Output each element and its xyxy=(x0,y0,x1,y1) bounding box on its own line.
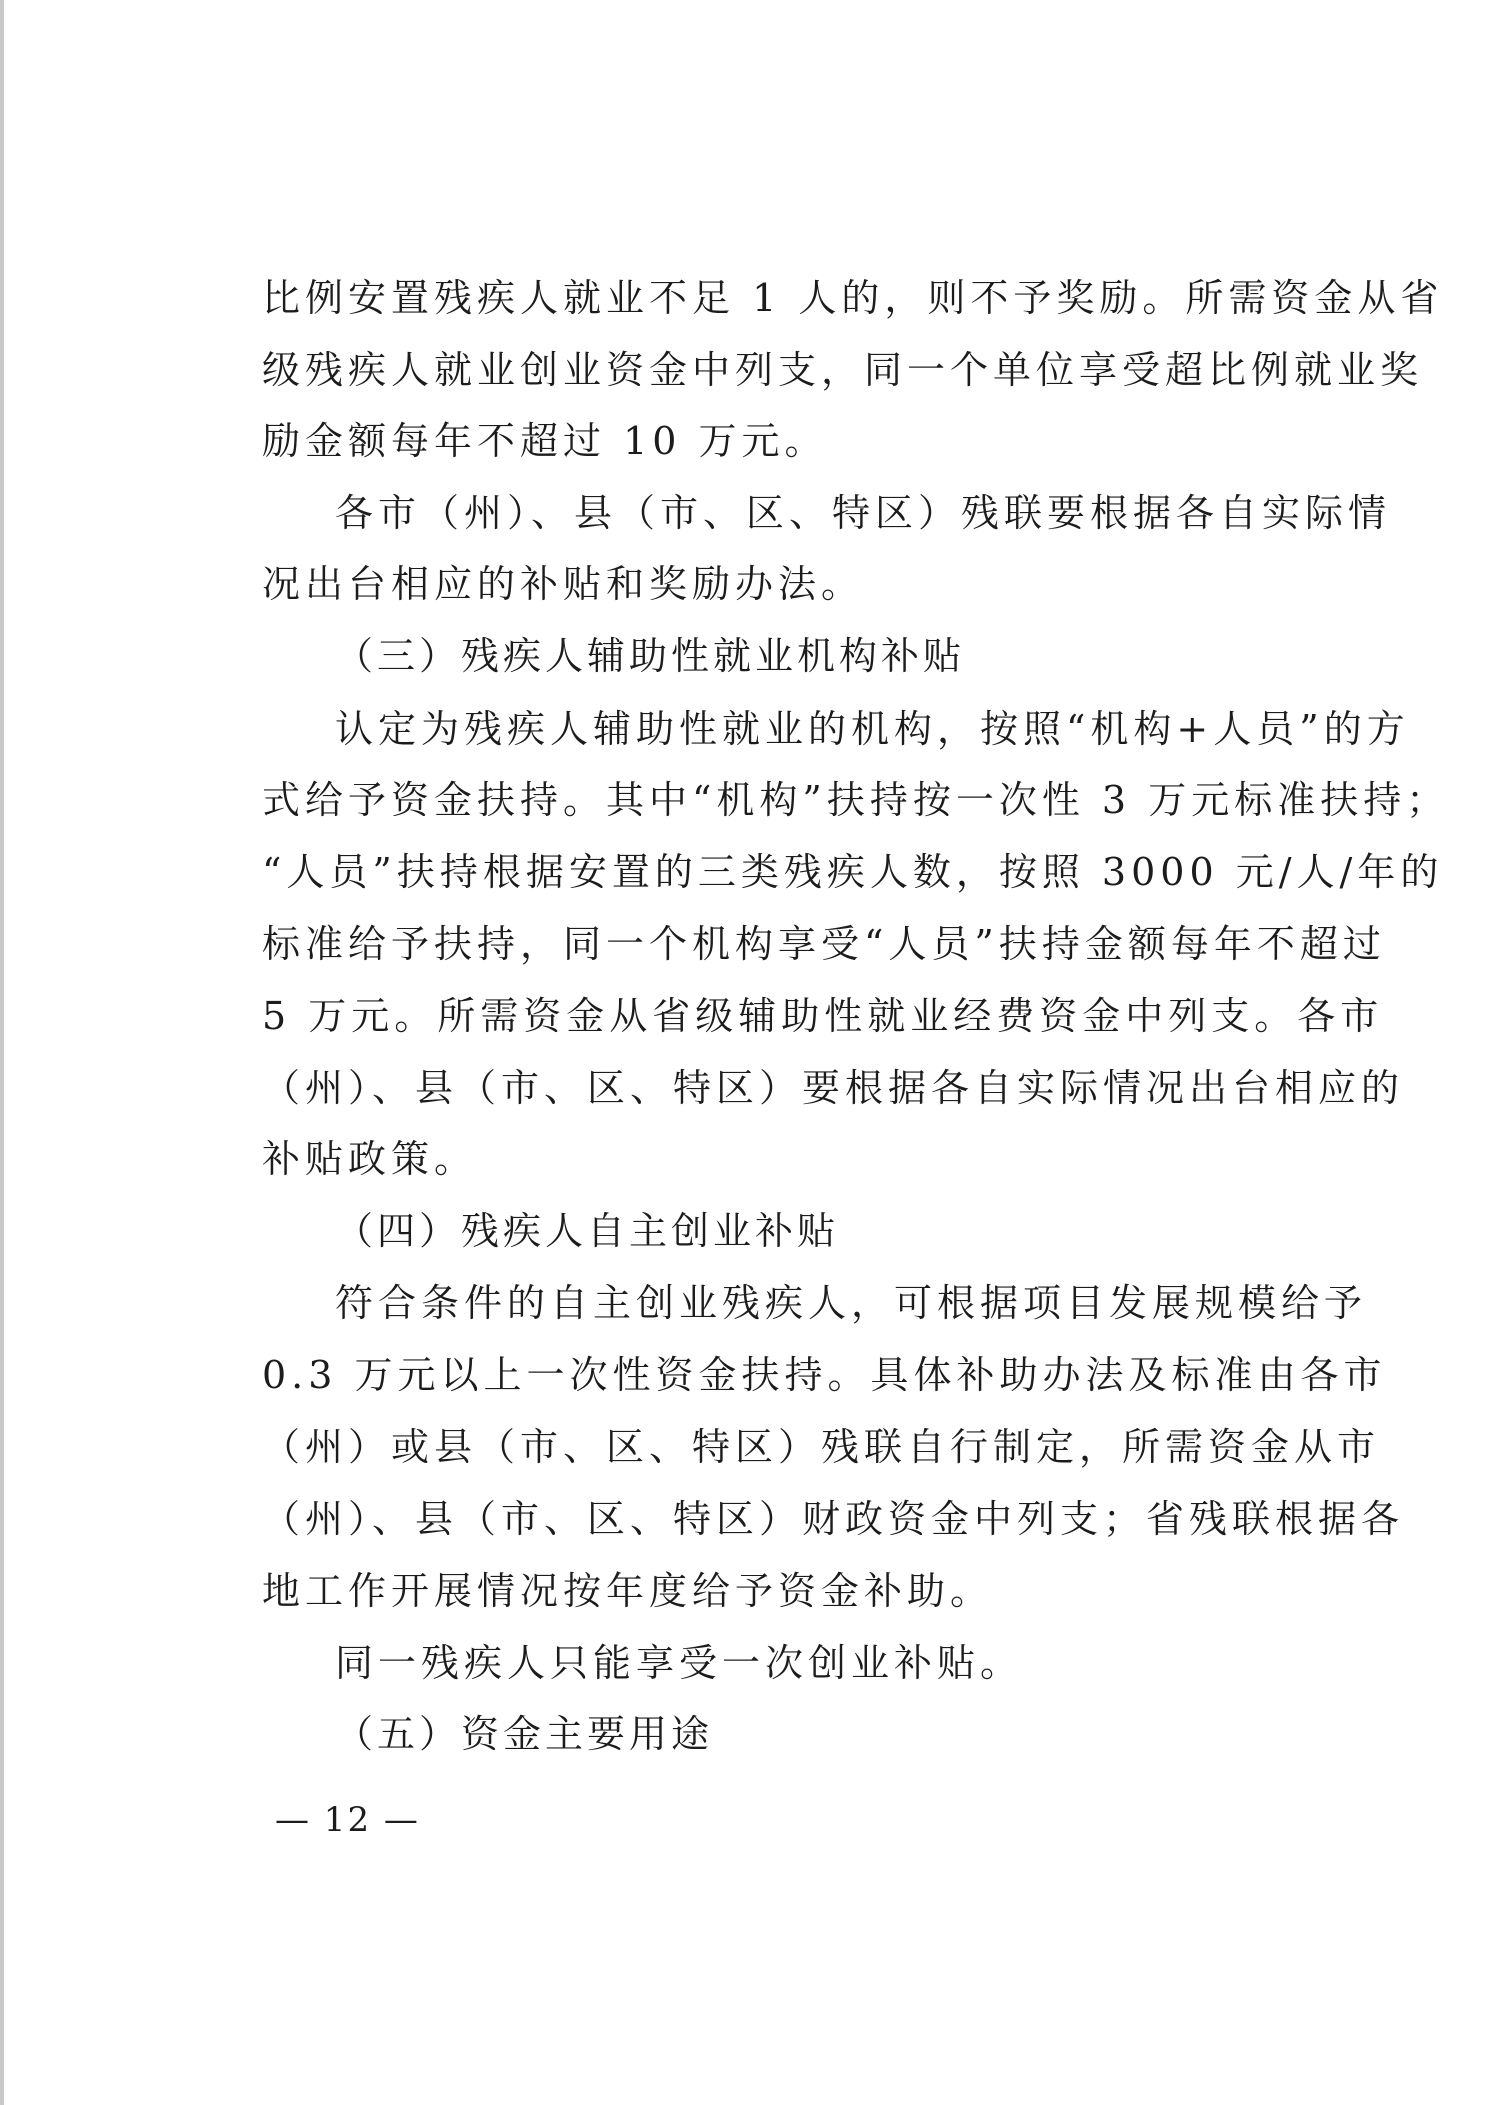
body-text-line: “人员”扶持根据安置的三类残疾人数，按照 3000 元/人/年的 xyxy=(262,850,1444,894)
body-text-line: 励金额每年不超过 10 万元。 xyxy=(262,419,828,463)
section-heading-3: （三）残疾人辅助性就业机构补贴 xyxy=(335,634,966,678)
body-text-line: 级残疾人就业创业资金中列支，同一个单位享受超比例就业奖 xyxy=(262,348,1424,392)
body-text-line: （州）或县（市、区、特区）残联自行制定，所需资金从市 xyxy=(262,1425,1381,1469)
paragraph-first-line: 认定为残疾人辅助性就业的机构，按照“机构+人员”的方 xyxy=(335,707,1410,751)
body-text-line: 比例安置残疾人就业不足 1 人的，则不予奖励。所需资金从省 xyxy=(262,276,1444,320)
section-heading-5: （五）资金主要用途 xyxy=(335,1712,714,1756)
page-number: — 12 — xyxy=(275,1800,420,1840)
section-heading-4: （四）残疾人自主创业补贴 xyxy=(335,1209,840,1253)
body-text-line: 标准给予扶持，同一个机构享受“人员”扶持金额每年不超过 xyxy=(262,922,1386,966)
scan-edge-border xyxy=(0,0,4,2105)
body-text-line: 补贴政策。 xyxy=(262,1137,478,1181)
paragraph-first-line: 符合条件的自主创业残疾人，可根据项目发展规模给予 xyxy=(335,1281,1368,1325)
body-text-line: （州）、县（市、区、特区）要根据各自实际情况出台相应的 xyxy=(262,1066,1405,1110)
body-text-line: （州）、县（市、区、特区）财政资金中列支；省残联根据各 xyxy=(262,1497,1405,1541)
body-text-line: 况出台相应的补贴和奖励办法。 xyxy=(262,562,865,606)
body-text-line: 0.3 万元以上一次性资金扶持。具体补助办法及标准由各市 xyxy=(262,1353,1387,1397)
paragraph-first-line: 各市（州）、县（市、区、特区）残联要根据各自实际情 xyxy=(335,491,1392,535)
body-text-line: 5 万元。所需资金从省级辅助性就业经费资金中列支。各市 xyxy=(262,994,1384,1038)
body-text-line: 地工作开展情况按年度给予资金补助。 xyxy=(262,1569,994,1613)
paragraph-first-line: 同一残疾人只能享受一次创业补贴。 xyxy=(335,1641,1024,1685)
body-text-line: 式给予资金扶持。其中“机构”扶持按一次性 3 万元标准扶持； xyxy=(262,778,1450,822)
